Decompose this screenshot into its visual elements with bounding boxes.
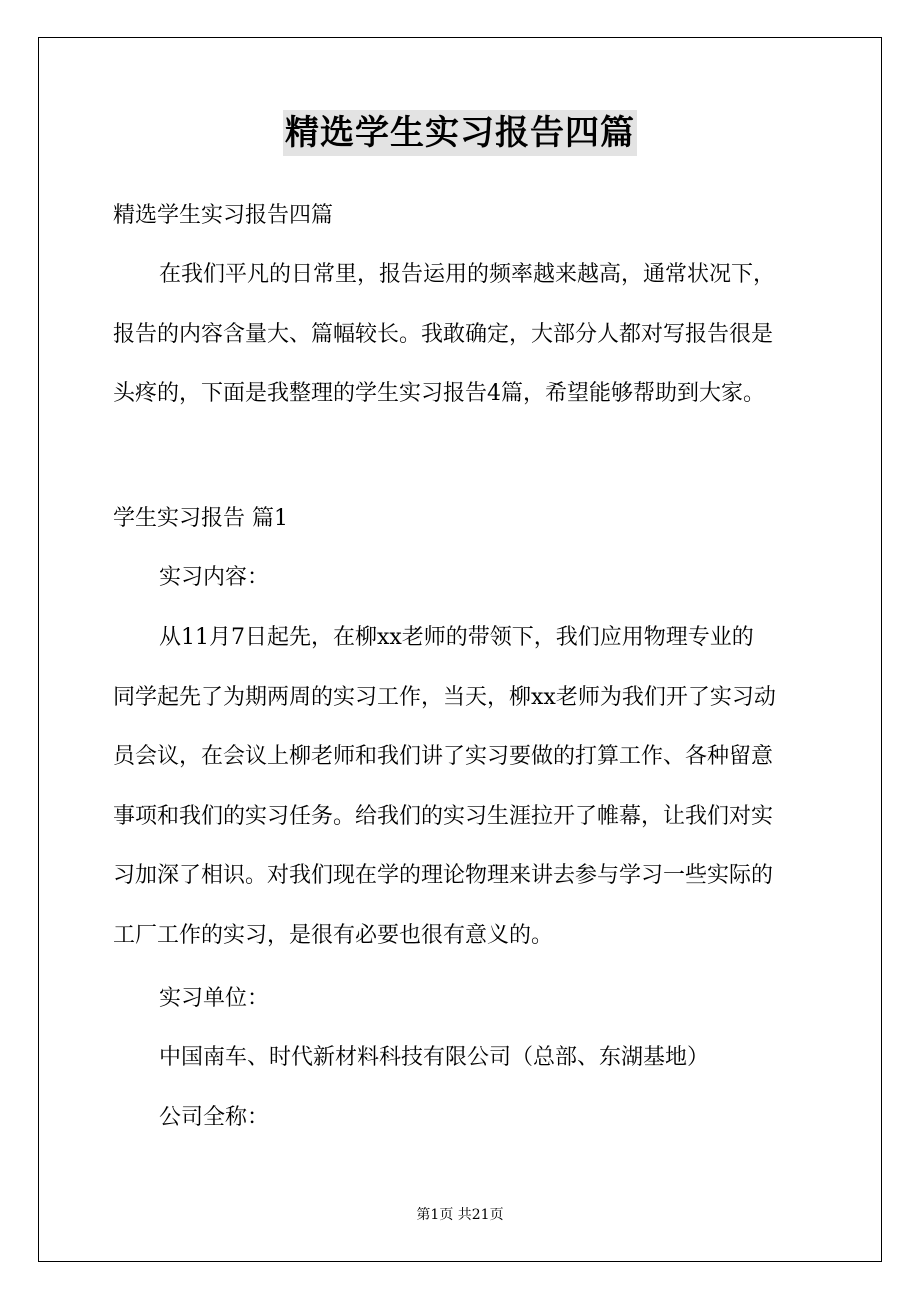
content-line: 从11月7日起先，在柳xx老师的带领下，我们应用物理专业的 <box>159 625 754 650</box>
unit-label: 实习单位： <box>159 986 270 1011</box>
title-container <box>0 110 920 156</box>
content-line: 事项和我们的实习任务。给我们的实习生涯拉开了帷幕，让我们对实 <box>113 804 774 829</box>
page-footer: 第1页 共21页 <box>416 1207 504 1223</box>
content-line: 员会议，在会议上柳老师和我们讲了实习要做的打算工作、各种留意 <box>113 744 774 769</box>
unit-value: 中国南车、时代新材料科技有限公司（总部、东湖基地） <box>159 1045 710 1070</box>
document-subtitle: 精选学生实习报告四篇 <box>113 203 334 228</box>
content-line: 习加深了相识。对我们现在学的理论物理来讲去参与学习一些实际的 <box>113 863 774 888</box>
intro-line: 头疼的，下面是我整理的学生实习报告4篇，希望能够帮助到大家。 <box>113 381 765 406</box>
content-line: 工厂工作的实习，是很有必要也很有意义的。 <box>113 923 554 948</box>
intro-line: 在我们平凡的日常里，报告运用的频率越来越高，通常状况下， <box>159 262 776 287</box>
content-label: 实习内容： <box>159 565 270 590</box>
company-label: 公司全称： <box>159 1105 270 1130</box>
content-line: 同学起先了为期两周的实习工作，当天，柳xx老师为我们开了实习动 <box>113 685 776 710</box>
intro-line: 报告的内容含量大、篇幅较长。我敢确定，大部分人都对写报告很是 <box>113 322 774 347</box>
document-title: 精选学生实习报告四篇 <box>283 110 637 156</box>
section-heading: 学生实习报告 篇1 <box>113 506 288 531</box>
